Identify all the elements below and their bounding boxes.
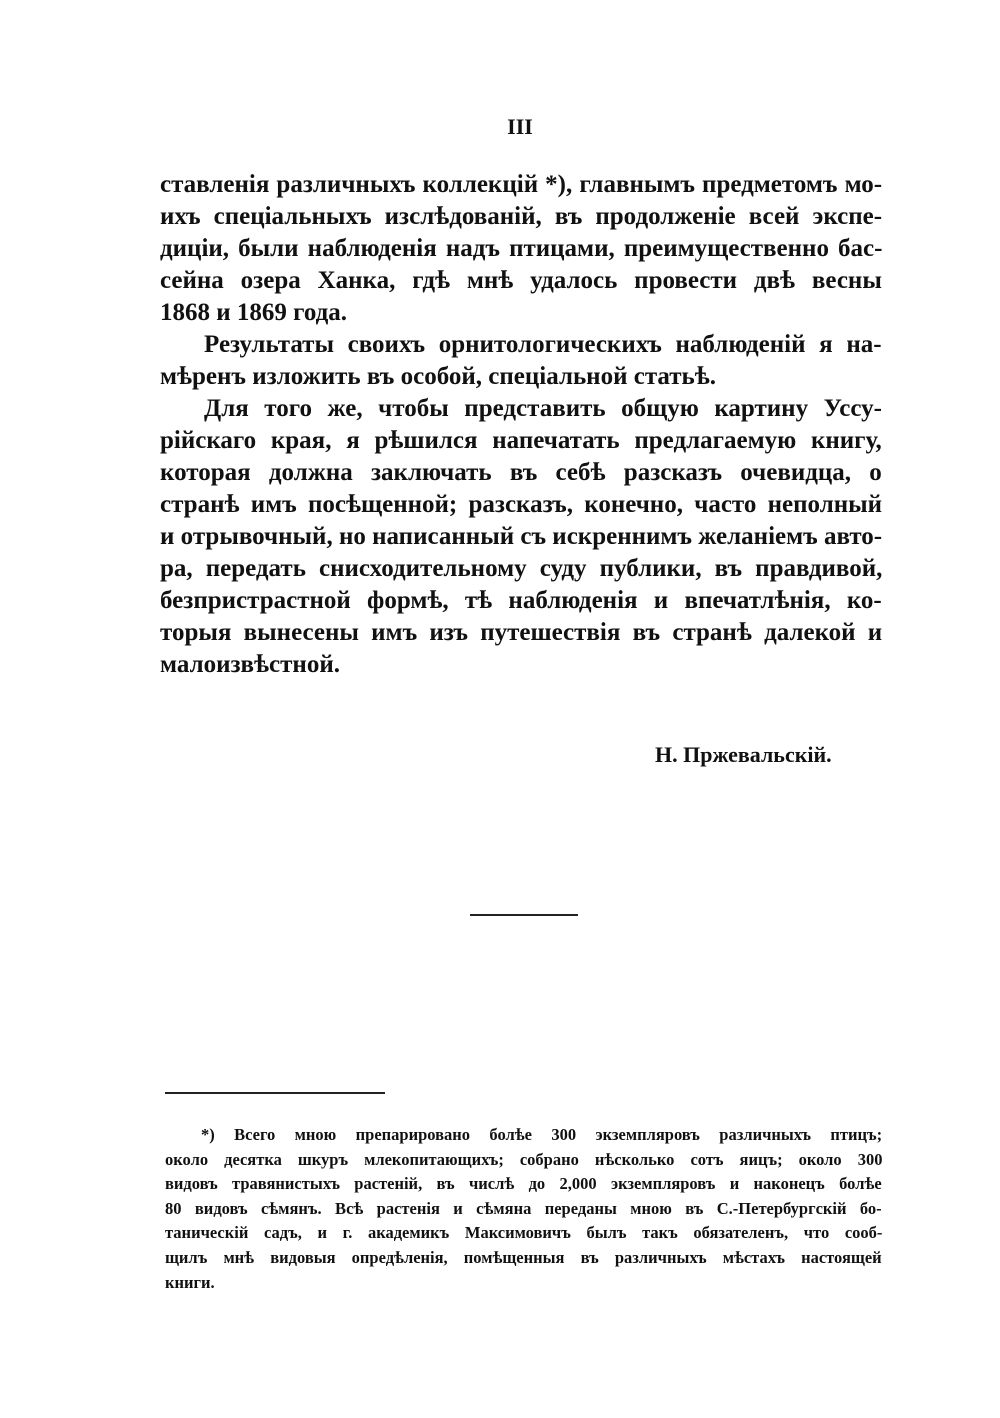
- text-line: безпристрастной формѣ, тѣ наблюденія и впечатлѣнія, ко-: [160, 587, 882, 614]
- section-divider: [470, 914, 578, 916]
- author-signature: Н. Пржевальскій.: [655, 742, 832, 767]
- text-line: рійскаго края, я рѣшился напечатать предлагаемую книгу,: [160, 427, 882, 454]
- text-line: ставленія различныхъ коллекцій *), главнымъ предметомъ мо-: [160, 171, 883, 198]
- footnote-line: щилъ мнѣ видовыя опредѣленія, помѣщенныя въ различныхъ мѣстахъ настоящей: [165, 1248, 882, 1267]
- text-line: которая должна заключать въ себѣ разсказъ очевидца, о: [160, 459, 882, 486]
- text-line: малоизвѣстной.: [160, 651, 340, 678]
- text-line: торыя вынесены имъ изъ путешествія въ странѣ далекой и: [160, 619, 883, 646]
- text-line: ра, передать снисходительному суду публики, въ правдивой,: [160, 555, 883, 582]
- footnote-line: около десятка шкуръ млекопитающихъ; собрано нѣсколько сотъ яицъ; около 300: [165, 1149, 883, 1169]
- page-number: III: [507, 114, 533, 139]
- text-line: мѣренъ изложить въ особой, спеціальной статьѣ.: [160, 363, 717, 390]
- footnote-line: книги.: [165, 1272, 215, 1292]
- text-line: и отрывочный, но написанный съ искреннимъ желаніемъ авто-: [160, 523, 883, 550]
- text-line: сейна озера Ханка, гдѣ мнѣ удалось провести двѣ весны: [160, 267, 882, 294]
- footnote-rule: [165, 1092, 385, 1094]
- footnote-line: *) Всего мною препарировано болѣе 300 экземпляровъ различныхъ птицъ;: [201, 1125, 883, 1144]
- text-line: диціи, были наблюденія надъ птицами, преимущественно бас-: [160, 235, 883, 262]
- text-line: Для того же, чтобы представить общую картину Уссу-: [204, 395, 882, 422]
- footnote-line: видовъ травянистыхъ растеній, въ числѣ до 2,000 экземпляровъ и наконецъ болѣе: [165, 1174, 882, 1194]
- text-line: 1868 и 1869 года.: [160, 299, 348, 326]
- text-line: странѣ имъ посѣщенной; разсказъ, конечно, часто неполный: [160, 491, 883, 518]
- text-line: Результаты своихъ орнитологическихъ наблюденій я на-: [204, 331, 882, 358]
- footnote-line: таническій садъ, и г. академикъ Максимовичъ былъ такъ обязателенъ, что сооб-: [165, 1223, 883, 1243]
- footnote-line: 80 видовъ сѣмянъ. Всѣ растенія и сѣмяна переданы мною въ С.-Петербургскій бо-: [165, 1198, 882, 1218]
- text-line: ихъ спеціальныхъ изслѣдованій, въ продолженіе всей экспе-: [160, 203, 883, 230]
